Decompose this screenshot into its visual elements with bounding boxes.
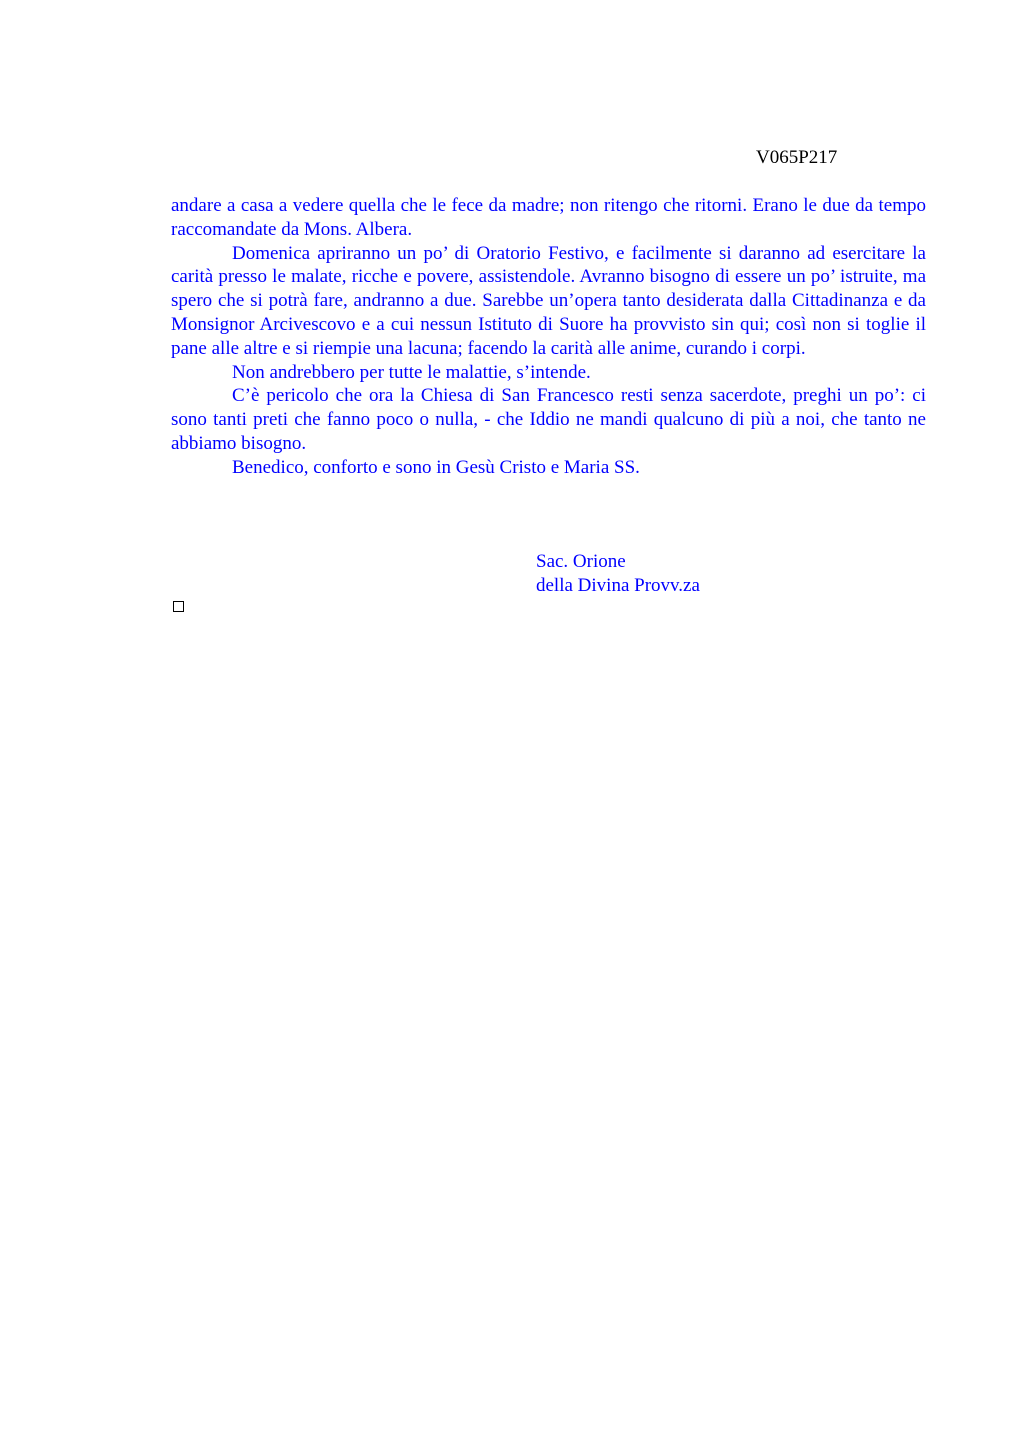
paragraph-chiesa: C’è pericolo che ora la Chiesa di San Francesco resti senza sacerdote, preghi un po’: ci sono tanti preti che fanno poco o nulla, - che Iddio ne mandi qualcuno di più a noi, che tanto ne abbiamo bisogno. (171, 385, 926, 454)
signature-block (536, 550, 700, 598)
paragraph-continuation: andare a casa a vedere quella che le fece da madre; non ritengo che ritorni. Erano le due da tempo raccomandate da Mons. Albera. (171, 195, 926, 240)
paragraph-oratorio: Domenica apriranno un po’ di Oratorio Festivo, e facilmente si daranno ad esercitare la carità presso le malate, ricche e povere, assistendole. Avranno bisogno di essere un po’ istruite, ma spero che si potrà fare, andranno a due. Sarebbe un’opera tanto desiderata dalla Cittadinanza e da Monsignor Arcivescovo e a cui nessun Istituto di Suore ha provvisto sin qui; così non si toglie il pane alle altre e si riempie una lacuna; facendo la carità alle anime, curando i corpi. (171, 242, 926, 359)
paragraph-closing: Benedico, conforto e sono in Gesù Cristo e Maria SS. (232, 456, 640, 478)
signature-title: della Divina Provv.za (536, 575, 700, 596)
page-reference: V065P217 (756, 147, 838, 168)
paragraph-malattie: Non andrebbero per tutte le malattie, s’intende. (232, 361, 591, 383)
end-of-document-box-icon (173, 601, 184, 612)
letter-body (171, 194, 926, 480)
signature-name: Sac. Orione (536, 551, 626, 572)
